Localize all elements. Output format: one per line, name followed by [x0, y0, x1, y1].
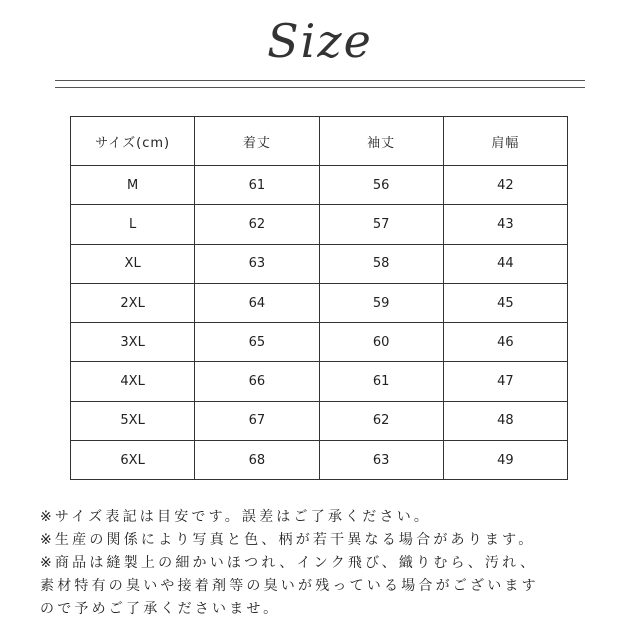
cell-sleeve: 57	[319, 205, 443, 244]
cell-size: XL	[71, 244, 195, 283]
cell-shoulder: 45	[443, 283, 567, 322]
note-line: ※サイズ表記は目安です。誤差はご了承ください。	[40, 509, 432, 525]
cell-sleeve: 62	[319, 401, 443, 440]
cell-shoulder: 47	[443, 362, 567, 401]
table-row	[71, 244, 568, 283]
cell-size: 4XL	[71, 362, 195, 401]
note-line: ので予めご了承くださいませ。	[40, 601, 281, 617]
cell-sleeve: 63	[319, 441, 443, 480]
cell-shoulder: 44	[443, 244, 567, 283]
notes-section	[40, 506, 615, 621]
cell-sleeve: 60	[319, 323, 443, 362]
cell-shoulder: 46	[443, 323, 567, 362]
table-row	[71, 205, 568, 244]
cell-length: 62	[195, 205, 319, 244]
cell-size: 6XL	[71, 441, 195, 480]
table-row	[71, 441, 568, 480]
cell-size: 3XL	[71, 323, 195, 362]
cell-length: 65	[195, 323, 319, 362]
header-length: 着丈	[195, 117, 319, 166]
cell-size: 5XL	[71, 401, 195, 440]
cell-length: 61	[195, 166, 319, 205]
table-row	[71, 166, 568, 205]
header-shoulder: 肩幅	[443, 117, 567, 166]
title-divider-top	[55, 80, 585, 81]
title-divider-bottom	[55, 87, 585, 88]
table-row	[71, 283, 568, 322]
size-table-header-row	[71, 117, 568, 166]
header-size: サイズ(cm)	[71, 117, 195, 166]
cell-length: 68	[195, 441, 319, 480]
size-table	[70, 116, 568, 480]
cell-sleeve: 56	[319, 166, 443, 205]
cell-shoulder: 48	[443, 401, 567, 440]
cell-length: 64	[195, 283, 319, 322]
note-line: 素材特有の臭いや接着剤等の臭いが残っている場合がございます	[40, 578, 539, 594]
header-sleeve: 袖丈	[319, 117, 443, 166]
cell-length: 66	[195, 362, 319, 401]
table-row	[71, 401, 568, 440]
cell-size: M	[71, 166, 195, 205]
cell-shoulder: 49	[443, 441, 567, 480]
cell-shoulder: 43	[443, 205, 567, 244]
cell-size: 2XL	[71, 283, 195, 322]
note-line: ※商品は縫製上の細かいほつれ、インク飛び、織りむら、汚れ、	[40, 555, 538, 571]
cell-sleeve: 61	[319, 362, 443, 401]
cell-size: L	[71, 205, 195, 244]
note-line: ※生産の関係により写真と色、柄が若干異なる場合があります。	[40, 532, 536, 548]
page-title: Size	[267, 14, 373, 68]
cell-sleeve: 58	[319, 244, 443, 283]
cell-shoulder: 42	[443, 166, 567, 205]
cell-sleeve: 59	[319, 283, 443, 322]
table-row	[71, 362, 568, 401]
cell-length: 63	[195, 244, 319, 283]
cell-length: 67	[195, 401, 319, 440]
table-row	[71, 323, 568, 362]
